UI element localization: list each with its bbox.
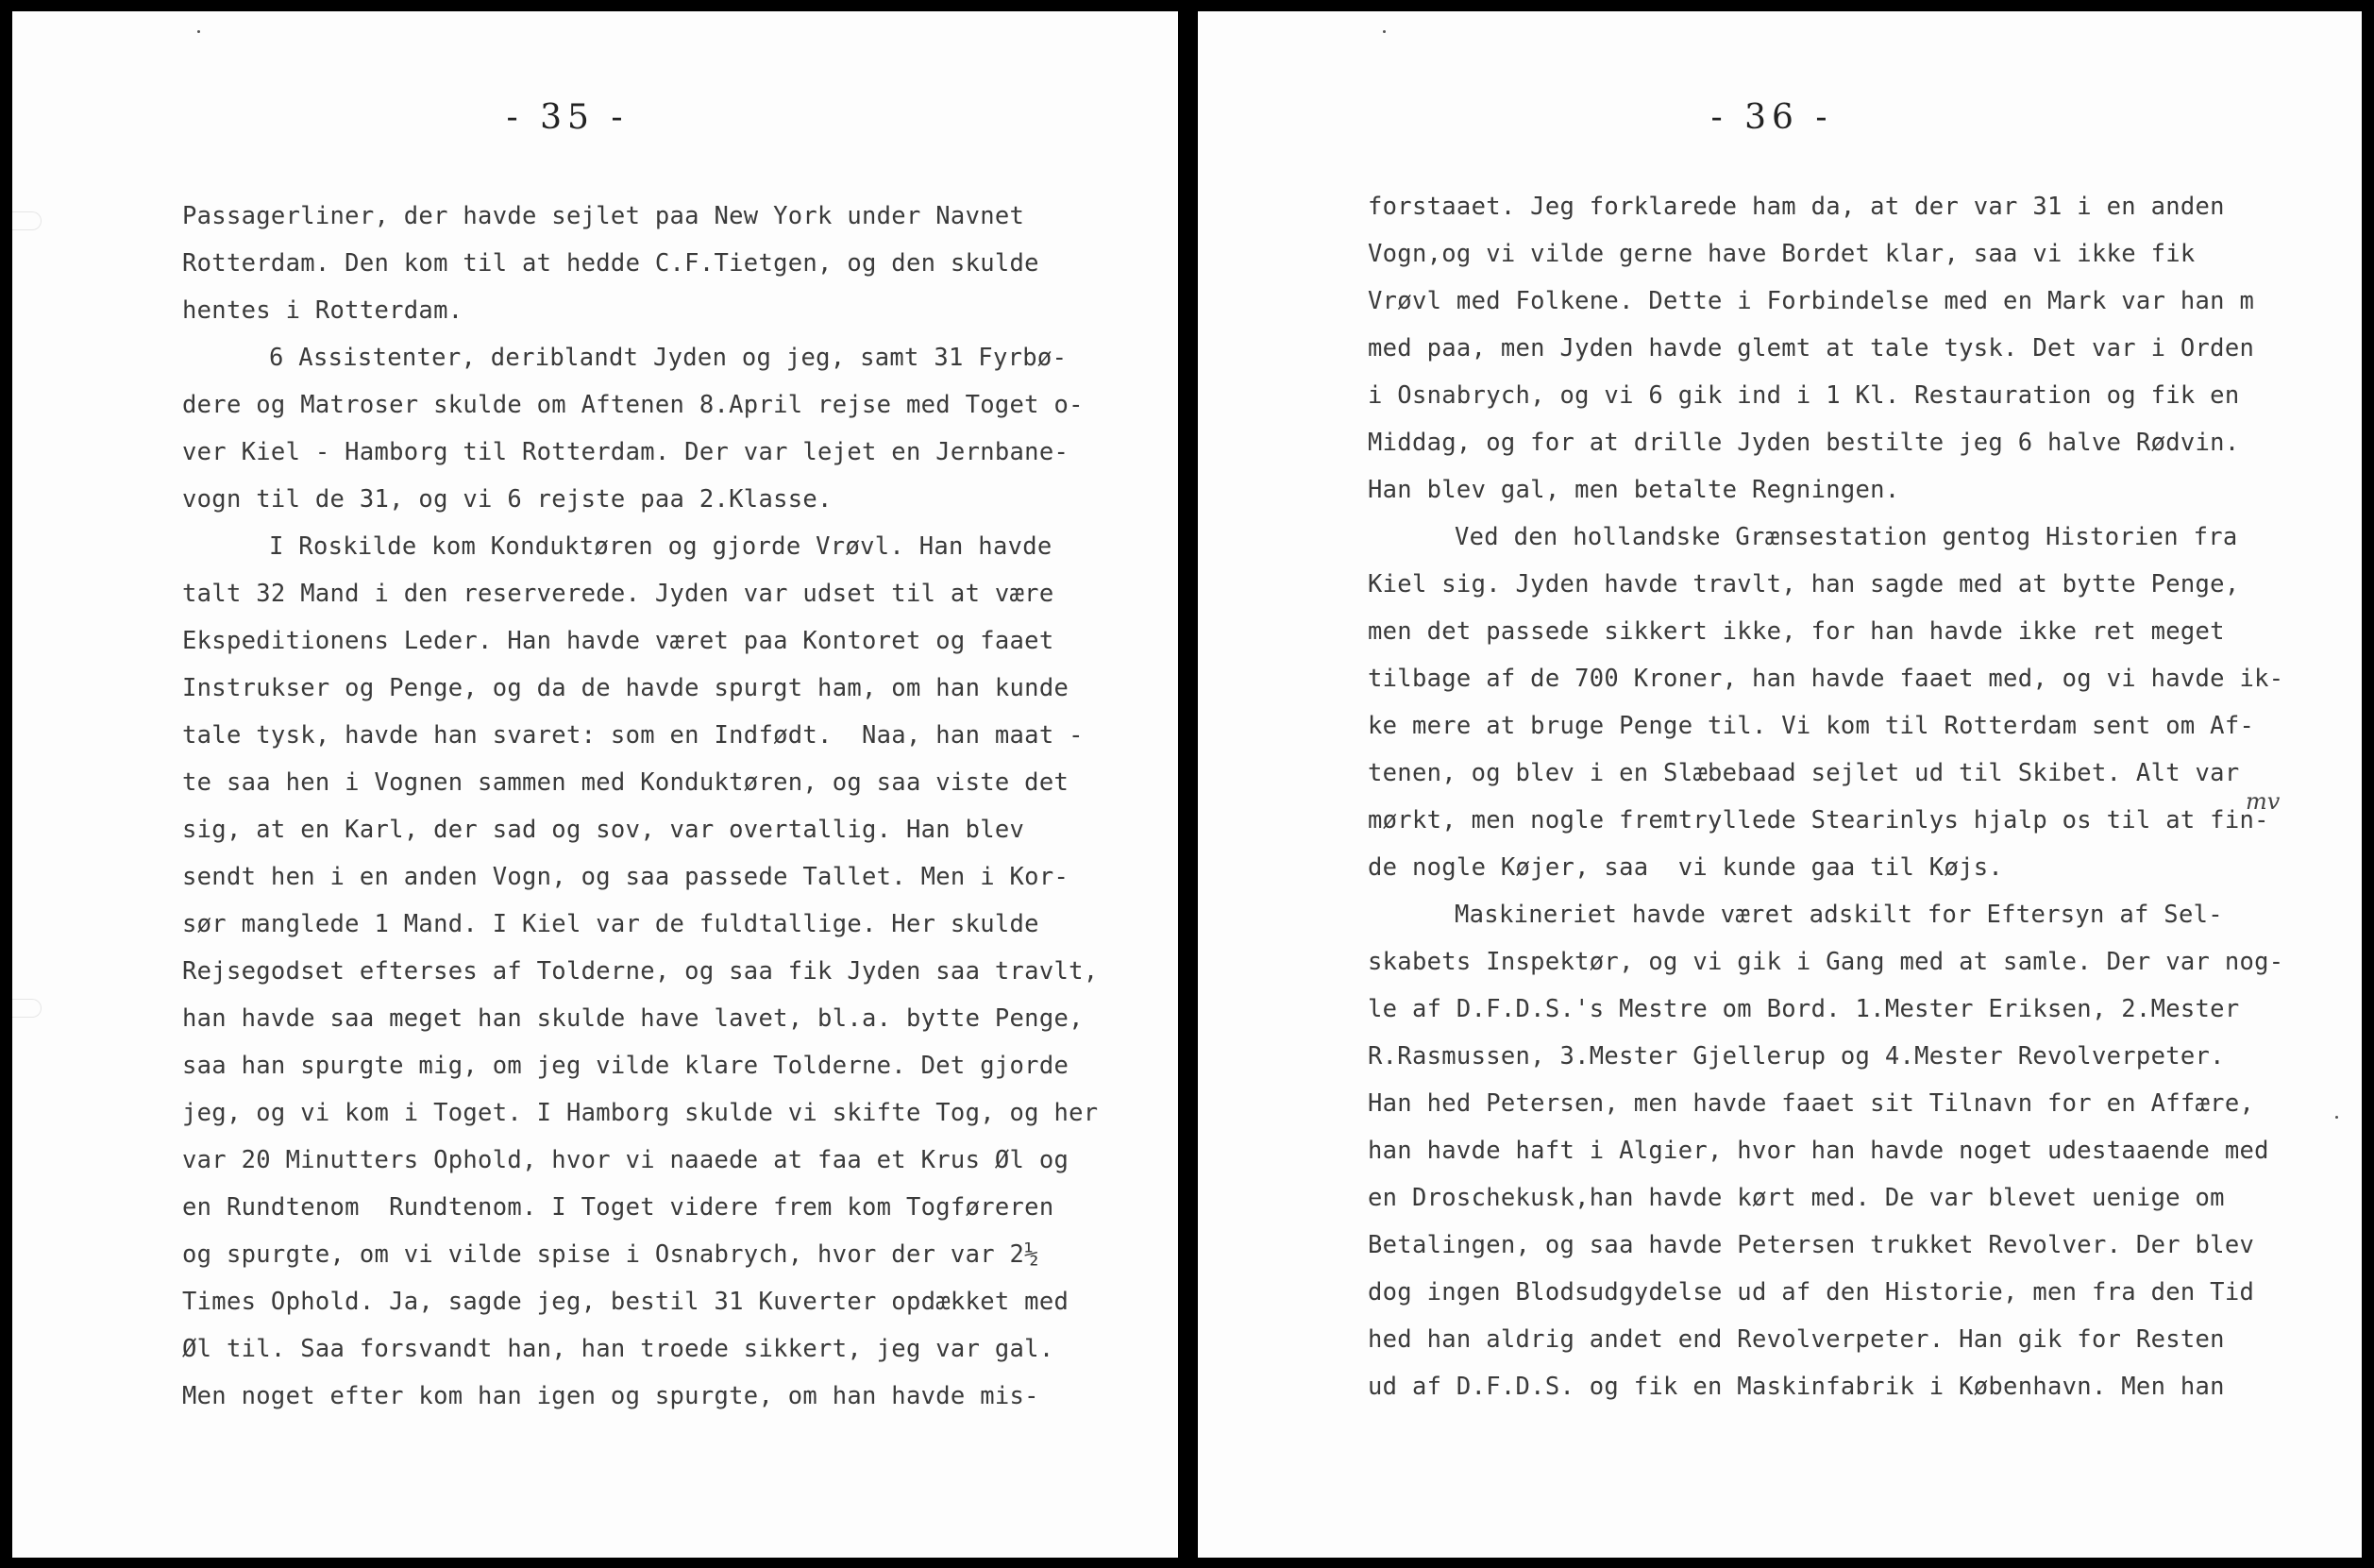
text-line: ver Kiel - Hamborg til Rotterdam. Der var lejet en Jernbane- [182, 438, 1069, 466]
text-line: te saa hen i Vognen sammen med Konduktøren, og saa viste det [182, 768, 1069, 797]
speck-mark [2335, 1116, 2338, 1119]
margin-annotation: mv [2246, 788, 2281, 815]
text-line: dere og Matroser skulde om Aftenen 8.April rejse med Toget o- [182, 391, 1084, 419]
text-line: Han blev gal, men betalte Regningen. [1368, 476, 1900, 504]
speck-mark [197, 30, 200, 33]
text-line: Passagerliner, der havde sejlet paa New York under Navnet [182, 202, 1025, 230]
text-line: sig, at en Karl, der sad og sov, var overtallig. Han blev [182, 816, 1025, 844]
page-number: - 35 - [506, 98, 629, 137]
text-line: tilbage af de 700 Kroner, han havde faaet med, og vi havde ik- [1368, 665, 2284, 693]
speck-mark [1383, 30, 1386, 33]
text-line: hed han aldrig andet end Revolverpeter. Han gik for Resten [1368, 1325, 2225, 1354]
text-line: Instrukser og Penge, og da de havde spurgt ham, om han kunde [182, 674, 1069, 702]
text-line: forstaaet. Jeg forklarede ham da, at der var 31 i en anden [1368, 193, 2225, 221]
text-line: i Osnabrych, og vi 6 gik ind i 1 Kl. Restauration og fik en [1368, 381, 2240, 410]
text-line: med paa, men Jyden havde glemt at tale tysk. Det var i Orden [1368, 334, 2255, 362]
text-line: Betalingen, og saa havde Petersen trukket Revolver. Der blev [1368, 1231, 2255, 1259]
text-line: sør manglede 1 Mand. I Kiel var de fuldtallige. Her skulde [182, 910, 1039, 938]
typed-text-body [182, 193, 1107, 1420]
right-page [1198, 11, 2362, 1558]
text-line: I Roskilde kom Konduktøren og gjorde Vrøvl. Han havde [269, 532, 1052, 561]
punch-hole-mark [12, 999, 42, 1018]
text-line: saa han spurgte mig, om jeg vilde klare Tolderne. Det gjorde [182, 1052, 1069, 1080]
text-line: tale tysk, havde han svaret: som en Indfødt. Naa, han maat - [182, 721, 1084, 750]
text-line: 6 Assistenter, deriblandt Jyden og jeg, samt 31 Fyrbø- [269, 344, 1068, 372]
text-line: Middag, og for at drille Jyden bestilte jeg 6 halve Rødvin. [1368, 429, 2240, 457]
text-line: Men noget efter kom han igen og spurgte, om han havde mis- [182, 1382, 1039, 1410]
text-line: Øl til. Saa forsvandt han, han troede sikkert, jeg var gal. [182, 1335, 1054, 1363]
text-line: de nogle Køjer, saa vi kunde gaa til Køjs. [1368, 853, 2004, 882]
text-line: Times Ophold. Ja, sagde jeg, bestil 31 Kuverter opdækket med [182, 1288, 1069, 1316]
text-line: Ved den hollandske Grænsestation gentog Historien fra [1455, 523, 2238, 551]
punch-hole-mark [12, 211, 42, 230]
text-line: mørkt, men nogle fremtryllede Stearinlys hjalp os til at fin- [1368, 806, 2269, 835]
text-line: ke mere at bruge Penge til. Vi kom til Rotterdam sent om Af- [1368, 712, 2255, 740]
page-number: - 36 - [1710, 98, 1833, 137]
text-line: jeg, og vi kom i Toget. I Hamborg skulde vi skifte Tog, og her [182, 1099, 1099, 1127]
typed-text-body [1368, 183, 2312, 1410]
left-page [12, 11, 1178, 1558]
text-line: vogn til de 31, og vi 6 rejste paa 2.Klasse. [182, 485, 833, 514]
text-line: hentes i Rotterdam. [182, 296, 463, 325]
text-line: Maskineriet havde været adskilt for Eftersyn af Sel- [1455, 901, 2223, 929]
text-line: Vogn,og vi vilde gerne have Bordet klar, saa vi ikke fik [1368, 240, 2196, 268]
text-line: ud af D.F.D.S. og fik en Maskinfabrik i København. Men han [1368, 1373, 2225, 1401]
text-line: Rotterdam. Den kom til at hedde C.F.Tietgen, og den skulde [182, 249, 1039, 278]
text-line: talt 32 Mand i den reserverede. Jyden var udset til at være [182, 580, 1054, 608]
text-line: han havde saa meget han skulde have lavet, bl.a. bytte Penge, [182, 1004, 1084, 1033]
text-line: og spurgte, om vi vilde spise i Osnabrych, hvor der var 2½ [182, 1240, 1039, 1269]
text-line: R.Rasmussen, 3.Mester Gjellerup og 4.Mester Revolverpeter. [1368, 1042, 2225, 1071]
text-line: en Rundtenom Rundtenom. I Toget videre frem kom Togføreren [182, 1193, 1054, 1222]
text-line: Kiel sig. Jyden havde travlt, han sagde med at bytte Penge, [1368, 570, 2240, 599]
text-line: Rejsegodset efterses af Tolderne, og saa fik Jyden saa travlt, [182, 957, 1099, 986]
text-line: Ekspeditionens Leder. Han havde været paa Kontoret og faaet [182, 627, 1054, 655]
text-line: sendt hen i en anden Vogn, og saa passede Tallet. Men i Kor- [182, 863, 1069, 891]
text-line: dog ingen Blodsudgydelse ud af den Historie, men fra den Tid [1368, 1278, 2255, 1307]
text-line: en Droschekusk,han havde kørt med. De var blevet uenige om [1368, 1184, 2225, 1212]
text-line: skabets Inspektør, og vi gik i Gang med at samle. Der var nog- [1368, 948, 2284, 976]
text-line: han havde haft i Algier, hvor han havde noget udestaaende med [1368, 1137, 2269, 1165]
text-line: tenen, og blev i en Slæbebaad sejlet ud til Skibet. Alt var [1368, 759, 2240, 787]
text-line: Han hed Petersen, men havde faaet sit Tilnavn for en Affære, [1368, 1089, 2255, 1118]
text-line: le af D.F.D.S.'s Mestre om Bord. 1.Mester Eriksen, 2.Mester [1368, 995, 2240, 1023]
text-line: men det passede sikkert ikke, for han havde ikke ret meget [1368, 617, 2225, 646]
text-line: Vrøvl med Folkene. Dette i Forbindelse med en Mark var han m [1368, 287, 2255, 315]
text-line: var 20 Minutters Ophold, hvor vi naaede at faa et Krus Øl og [182, 1146, 1069, 1174]
